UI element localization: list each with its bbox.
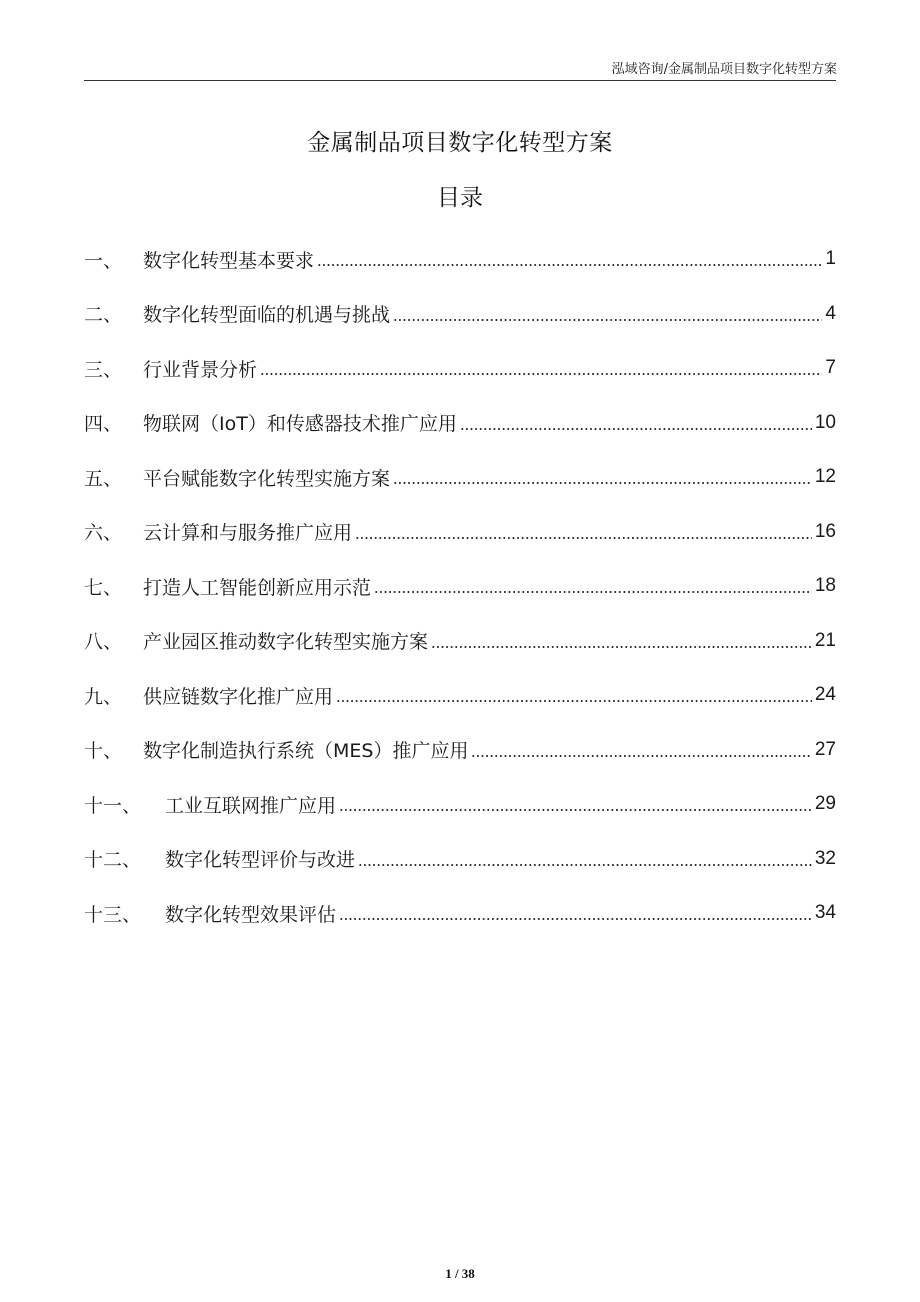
toc-entry-page: 4 — [825, 302, 836, 324]
toc-entry[interactable] — [84, 505, 836, 560]
toc-entry-title: 产业园区推动数字化转型实施方案 — [143, 631, 429, 654]
toc-entry-number: 十二、 — [84, 849, 142, 872]
toc-entry-title: 数字化转型评价与改进 — [165, 849, 356, 872]
toc-dot-leader — [393, 318, 822, 322]
toc-entry-page: 34 — [814, 902, 836, 924]
toc-entry-page: 16 — [814, 520, 836, 542]
toc-entry-title: 工业互联网推广应用 — [165, 794, 337, 817]
table-of-contents — [84, 232, 836, 941]
toc-entry[interactable] — [84, 886, 836, 941]
toc-entry-title: 行业背景分析 — [143, 358, 258, 381]
toc-entry[interactable] — [84, 341, 836, 396]
toc-dot-leader — [355, 536, 812, 540]
toc-entry-page: 29 — [814, 793, 836, 815]
toc-entry-page: 32 — [814, 847, 836, 869]
toc-entry-number: 十、 — [84, 740, 123, 763]
toc-entry-title: 供应链数字化推广应用 — [143, 685, 334, 708]
toc-entry-page: 21 — [814, 629, 836, 651]
toc-entry-number: 四、 — [84, 413, 123, 436]
toc-entry[interactable] — [84, 450, 836, 505]
toc-entry[interactable] — [84, 614, 836, 669]
toc-entry-page: 1 — [825, 248, 836, 270]
toc-entry-title: 云计算和与服务推广应用 — [143, 522, 353, 545]
toc-entry-page: 7 — [825, 357, 836, 379]
toc-dot-leader — [339, 808, 812, 812]
toc-entry-page: 12 — [814, 466, 836, 488]
toc-entry-page: 18 — [814, 575, 836, 597]
toc-dot-leader — [460, 427, 812, 431]
toc-dot-leader — [260, 372, 822, 376]
toc-entry-title: 物联网（IoT）和传感器技术推广应用 — [143, 413, 457, 436]
toc-entry[interactable] — [84, 396, 836, 451]
toc-entry-number: 三、 — [84, 358, 123, 381]
toc-dot-leader — [317, 263, 822, 267]
toc-entry-number: 一、 — [84, 249, 123, 272]
toc-entry-number: 十三、 — [84, 903, 142, 926]
toc-entry-page: 10 — [814, 411, 836, 433]
toc-entry-number: 十一、 — [84, 794, 142, 817]
toc-entry-number: 七、 — [84, 576, 123, 599]
toc-entry-number: 二、 — [84, 304, 123, 327]
toc-entry-number: 八、 — [84, 631, 123, 654]
toc-entry[interactable] — [84, 232, 836, 287]
toc-entry-title: 数字化转型基本要求 — [143, 249, 315, 272]
toc-entry-title: 数字化制造执行系统（MES）推广应用 — [143, 740, 469, 763]
toc-entry-number: 九、 — [84, 685, 123, 708]
toc-entry-number: 五、 — [84, 467, 123, 490]
toc-entry[interactable] — [84, 559, 836, 614]
document-title: 金属制品项目数字化转型方案 — [307, 130, 613, 156]
toc-dot-leader — [431, 645, 812, 649]
toc-dot-leader — [339, 917, 812, 921]
toc-dot-leader — [393, 481, 812, 485]
toc-entry-number: 六、 — [84, 522, 123, 545]
toc-dot-leader — [336, 699, 812, 703]
toc-entry-title: 数字化转型效果评估 — [165, 903, 337, 926]
toc-entry[interactable] — [84, 777, 836, 832]
toc-entry-title: 平台赋能数字化转型实施方案 — [143, 467, 391, 490]
toc-entry[interactable] — [84, 832, 836, 887]
header-divider — [84, 80, 836, 81]
toc-entry-title: 打造人工智能创新应用示范 — [143, 576, 372, 599]
toc-dot-leader — [374, 590, 812, 594]
toc-entry[interactable] — [84, 723, 836, 778]
toc-entry[interactable] — [84, 287, 836, 342]
toc-dot-leader — [358, 863, 812, 867]
toc-entry-page: 27 — [814, 738, 836, 760]
toc-entry-page: 24 — [814, 684, 836, 706]
toc-entry[interactable] — [84, 668, 836, 723]
running-header: 泓域咨询/金属制品项目数字化转型方案 — [611, 62, 837, 77]
toc-heading: 目录 — [437, 185, 483, 211]
toc-dot-leader — [471, 754, 811, 758]
page-number-footer: 1 / 38 — [445, 1266, 475, 1281]
toc-entry-title: 数字化转型面临的机遇与挑战 — [143, 304, 391, 327]
